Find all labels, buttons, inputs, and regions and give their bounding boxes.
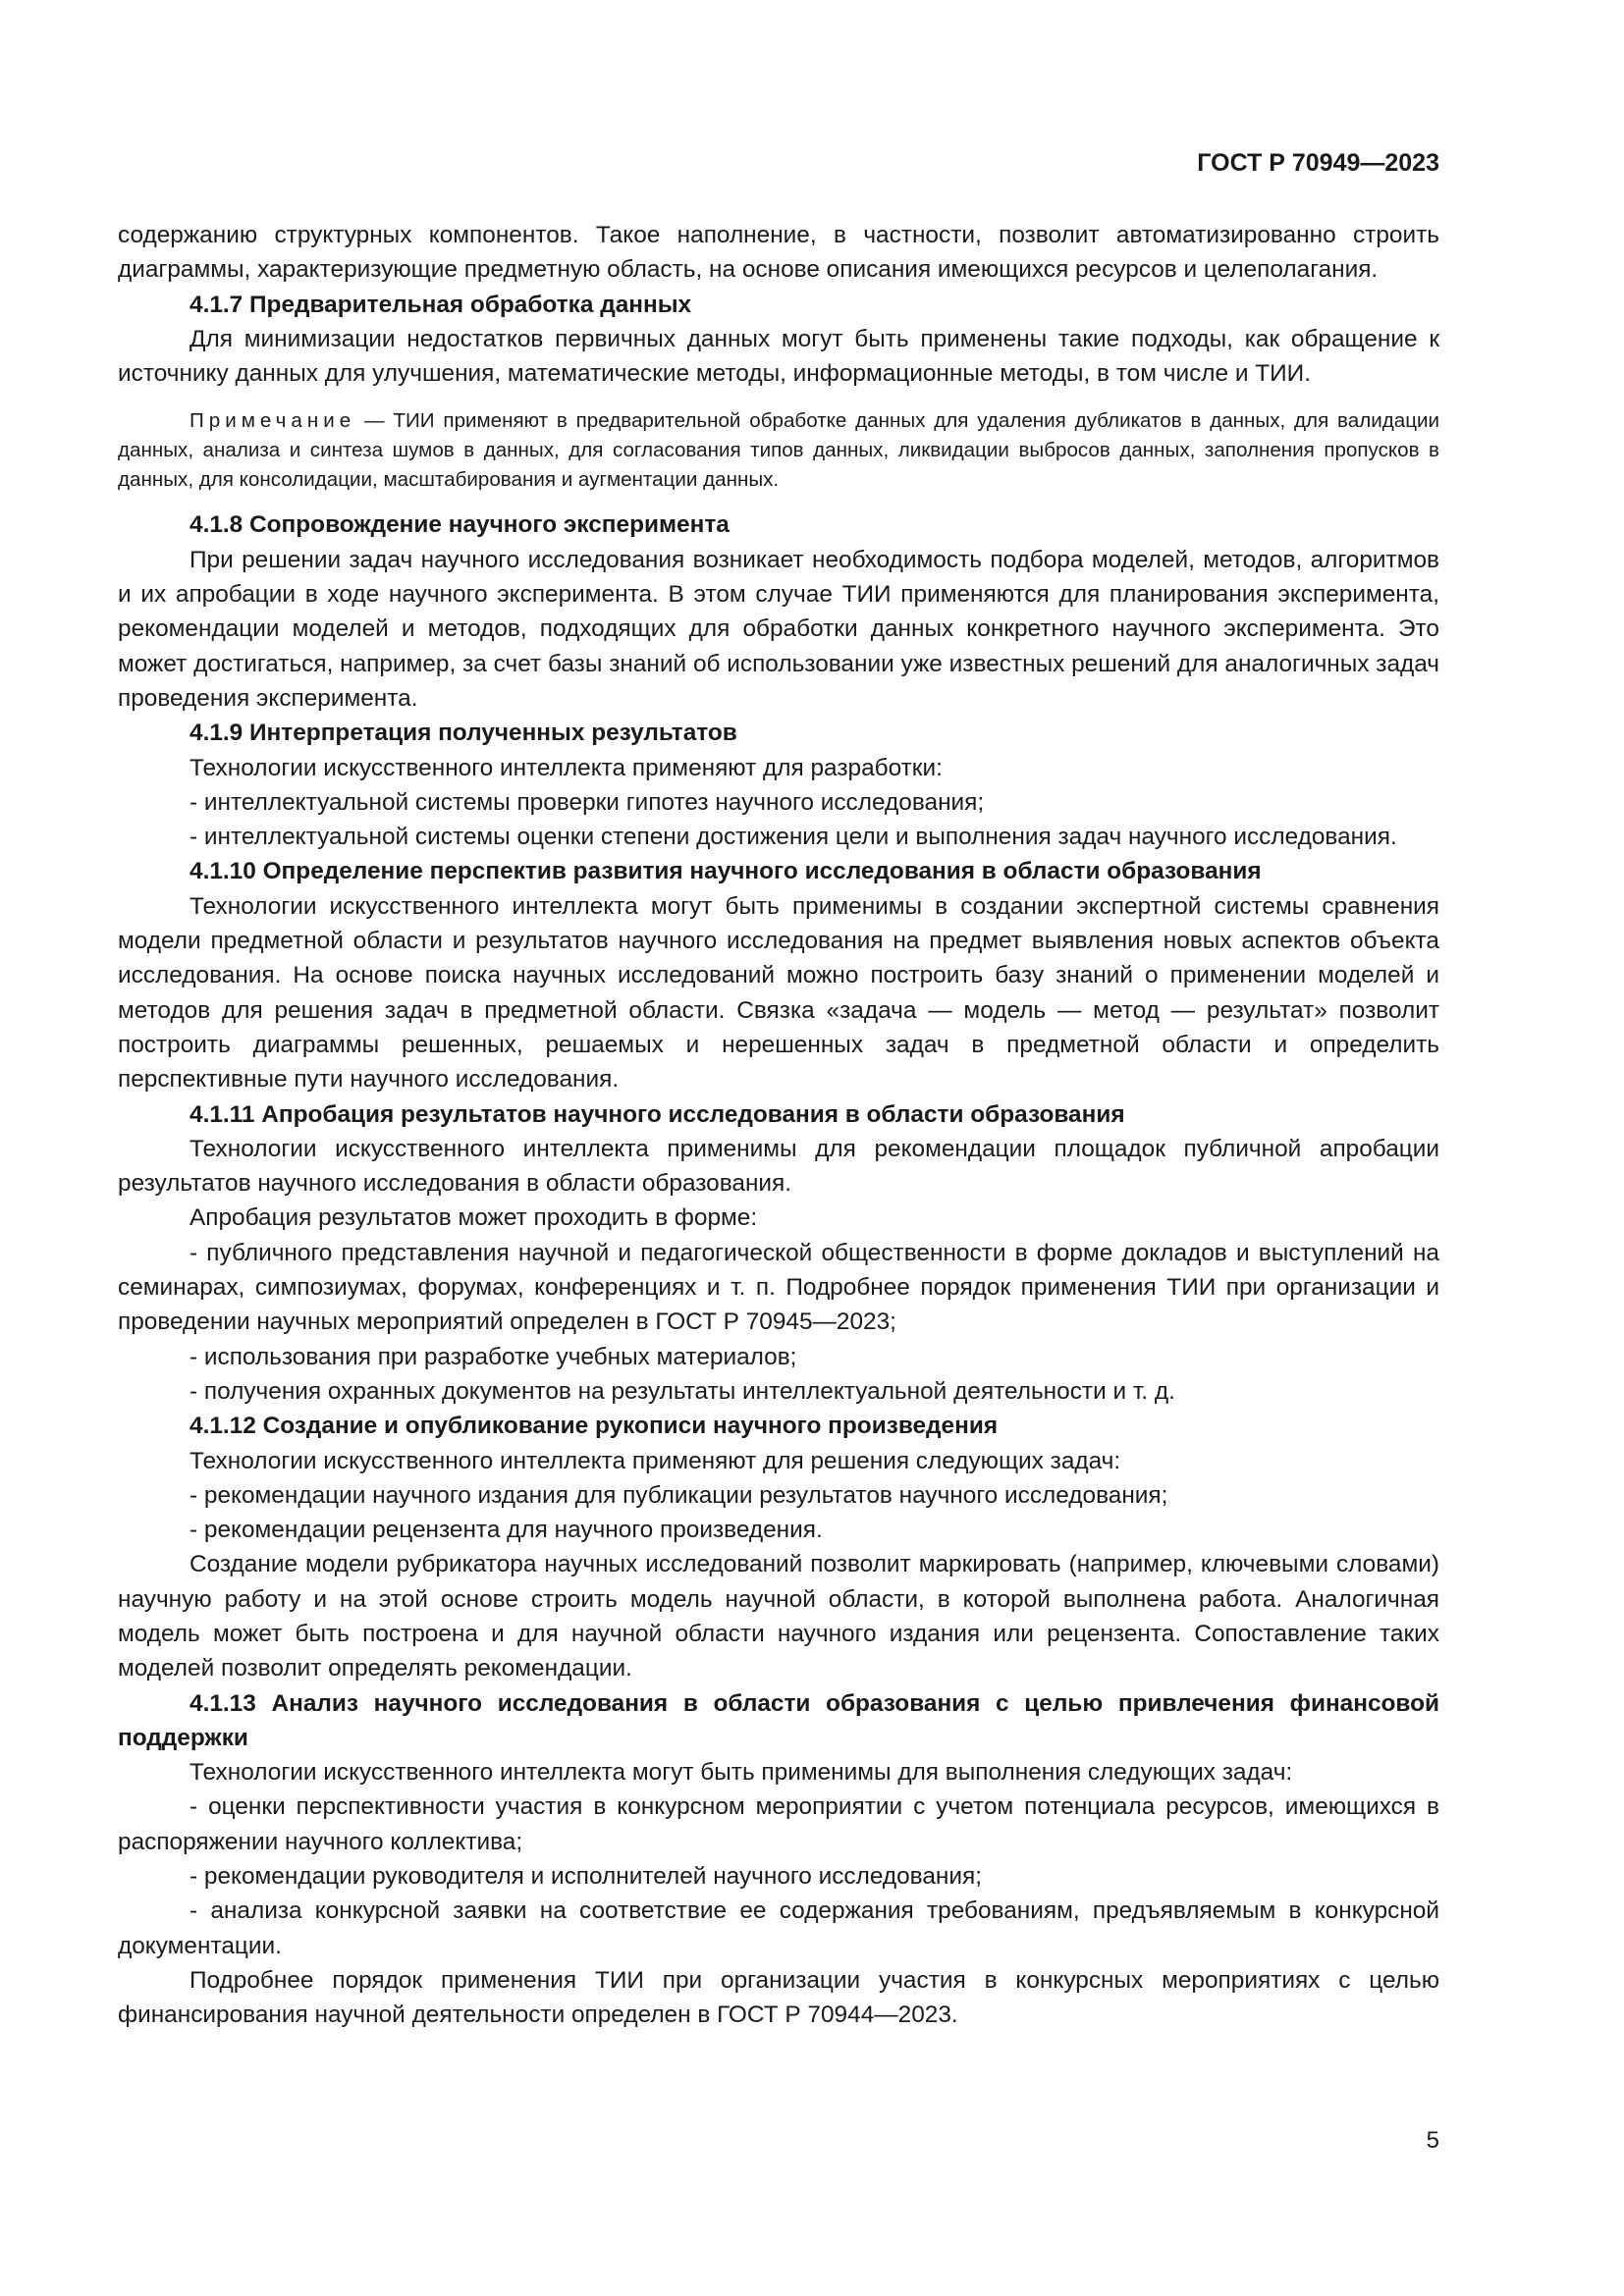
paragraph: Создание модели рубрикатора научных исследований позволит маркировать (например, ключевыми словами) научную работу и на этой основе строить модель научной области, в которой выполнена работа. Аналогичная модель может быть построена и для научной области научного издания или рецензента. Сопоставление таких моделей позволит определять рекомендации. (118, 1551, 1439, 1682)
section-heading-4-1-11: 4.1.11 Апробация результатов научного исследования в области образования (189, 1100, 1125, 1128)
list-item: - рекомендации научного издания для публикации результатов научного исследования; (189, 1481, 1168, 1509)
list-item: - анализа конкурсной заявки на соответствие ее содержания требованиям, предъявляемым в конкурсной документации. (118, 1897, 1439, 1959)
list-item: - использования при разработке учебных материалов; (189, 1343, 797, 1370)
paragraph: Подробнее порядок применения ТИИ при организации участия в конкурсных мероприятиях с целью финансирования научной деятельности определен в ГОСТ Р 70944—2023. (118, 1966, 1439, 2029)
note-text: — ТИИ применяют в предварительной обработке данных для удаления дубликатов в данных, для валидации данных, анализа и синтеза шумов в данных, для согласования типов данных, ликвидации выбросов данных, заполнения пропусков в данных, для консолидации, масштабирования и аугментации данных. (118, 409, 1439, 492)
section-heading-4-1-13: 4.1.13 Анализ научного исследования в области образования с целью привлечения финансовой поддержки (118, 1689, 1439, 1751)
list-item: - рекомендации руководителя и исполнителей научного исследования; (189, 1863, 982, 1891)
note (118, 406, 1439, 495)
section-heading-4-1-8: 4.1.8 Сопровождение научного эксперимента (189, 511, 730, 539)
list-item: - рекомендации рецензента для научного произведения. (189, 1517, 823, 1544)
list-item: - интеллектуальной системы проверки гипотез научного исследования; (189, 788, 985, 816)
paragraph: Технологии искусственного интеллекта применяют для решения следующих задач: (189, 1447, 1121, 1474)
section-heading-4-1-7: 4.1.7 Предварительная обработка данных (189, 291, 692, 318)
paragraph: Технологии искусственного интеллекта могут быть применимы для выполнения следующих задач: (189, 1759, 1293, 1787)
section-heading-4-1-10: 4.1.10 Определение перспектив развития научного исследования в области образования (189, 858, 1262, 885)
paragraph: При решении задач научного исследования возникает необходимость подбора моделей, методов, алгоритмов и их апробации в ходе научного эксперимента. В этом случае ТИИ применяются для планирования эксперимента, рекомендации моделей и методов, подходящих для обработки данных конкретного научного эксперимента. Это может достигаться, например, за счет базы знаний об использовании уже известных решений для аналогичных задач проведения эксперимента. (118, 546, 1439, 712)
note-label: Примечание (189, 409, 356, 433)
list-item: - публичного представления научной и педагогической общественности в форме докладов и выступлений на семинарах, симпозиумах, форумах, конференциях и т. п. Подробнее порядок применения ТИИ при организации и проведении научных мероприятий определен в ГОСТ Р 70945—2023; (118, 1239, 1439, 1336)
page-body (118, 218, 1439, 2033)
list-item: - получения охранных документов на результаты интеллектуальной деятельности и т. д. (189, 1377, 1175, 1405)
paragraph: Апробация результатов может проходить в форме: (189, 1204, 758, 1232)
section-heading-4-1-9: 4.1.9 Интерпретация полученных результатов (189, 720, 737, 747)
paragraph-continuation: содержанию структурных компонентов. Такое наполнение, в частности, позволит автоматизированно строить диаграммы, характеризующие предметную область, на основе описания имеющихся ресурсов и целеполагания. (118, 222, 1439, 284)
list-item: - интеллектуальной системы оценки степени достижения цели и выполнения задач научного исследования. (189, 824, 1397, 851)
list-item: - оценки перспективности участия в конкурсном мероприятии с учетом потенциала ресурсов, имеющихся в распоряжении научного коллектива; (118, 1793, 1439, 1855)
document-code: ГОСТ Р 70949—2023 (1197, 149, 1439, 177)
paragraph: Для минимизации недостатков первичных данных могут быть применены такие подходы, как обращение к источнику данных для улучшения, математические методы, информационные методы, в том числе и ТИИ. (118, 325, 1439, 388)
paragraph: Технологии искусственного интеллекта могут быть применимы в создании экспертной системы сравнения модели предметной области и результатов научного исследования на предмет выявления новых аспектов объекта исследования. На основе поиска научных исследований можно построить базу знаний о применении моделей и методов для решения задач в предметной области. Связка «задача — модель — метод — результат» позволит построить диаграммы решенных, решаемых и нерешенных задач в предметной области и определить перспективные пути научного исследования. (118, 892, 1439, 1094)
page-number: 5 (1426, 2127, 1439, 2154)
paragraph: Технологии искусственного интеллекта применимы для рекомендации площадок публичной апробации результатов научного исследования в области образования. (118, 1135, 1439, 1198)
paragraph: Технологии искусственного интеллекта применяют для разработки: (189, 754, 943, 781)
section-heading-4-1-12: 4.1.12 Создание и опубликование рукописи научного произведения (189, 1413, 999, 1440)
